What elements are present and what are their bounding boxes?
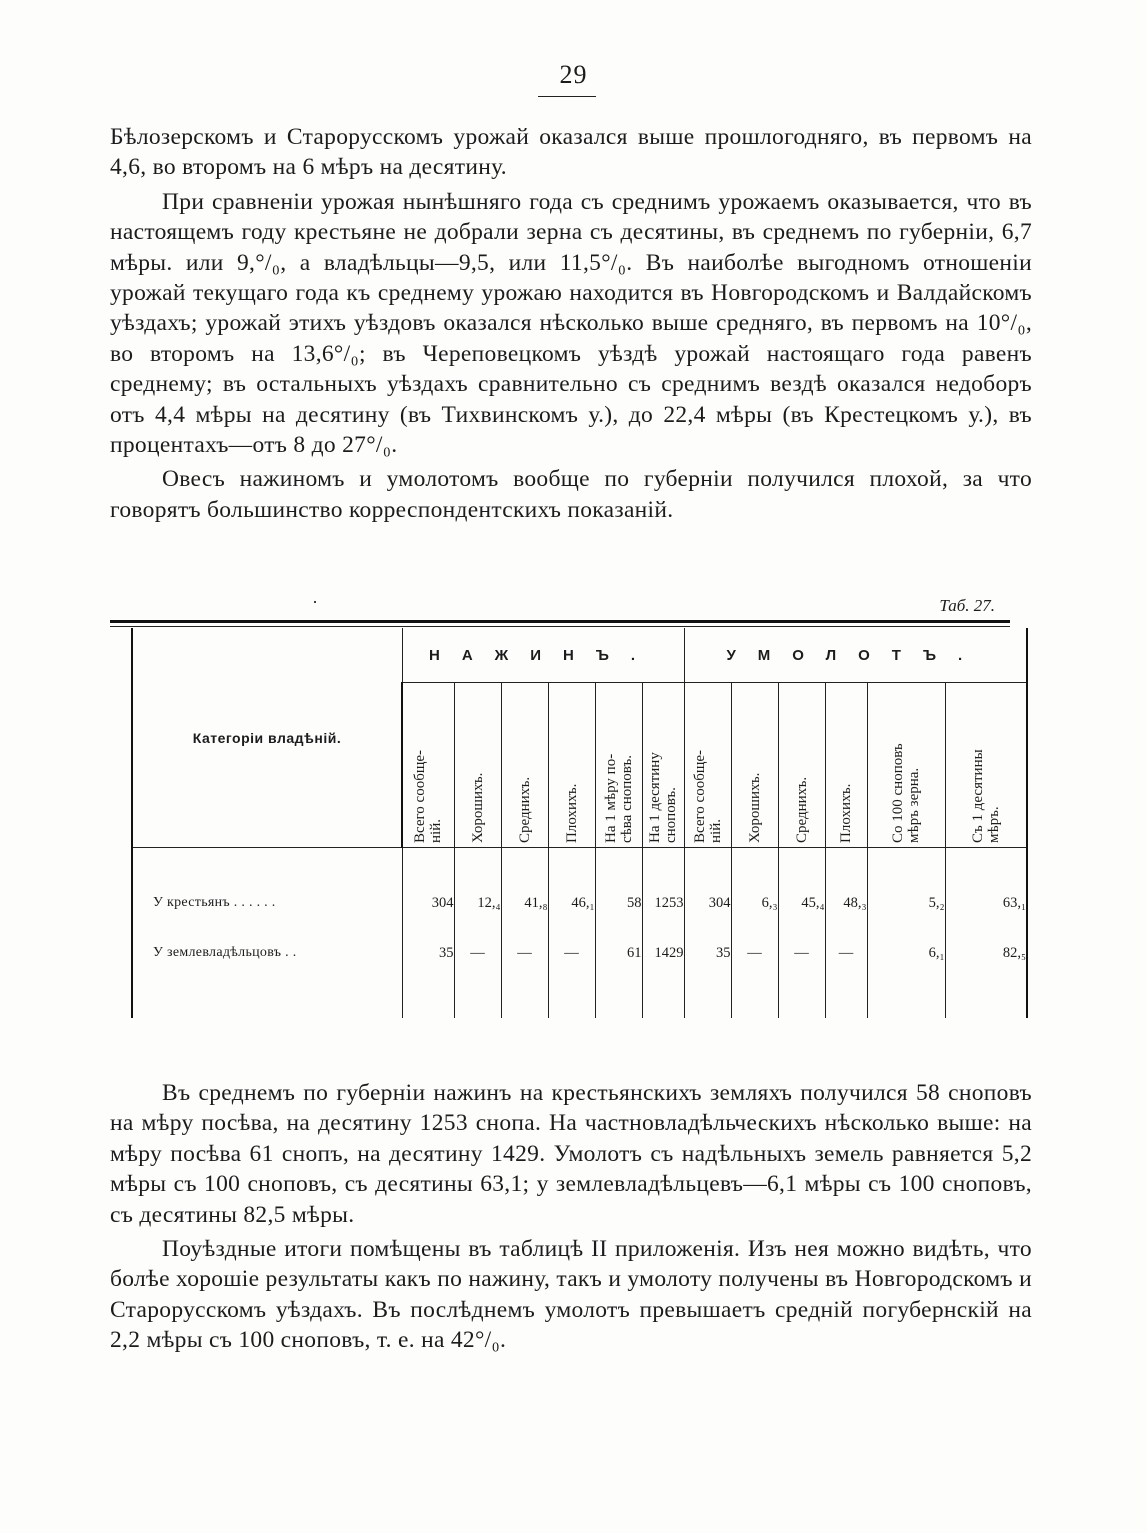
table-cell: 61 bbox=[595, 928, 642, 978]
col-header-nazhin-per-measure: На 1 мѣру по- сѣва сноповъ. bbox=[595, 683, 642, 848]
row-label: У землевладѣльцовъ . . bbox=[132, 928, 402, 978]
col-header-nazhin-good: Хорошихъ. bbox=[454, 683, 501, 848]
col-header-umolot-medium: Среднихъ. bbox=[778, 683, 825, 848]
table-cell: 35 bbox=[684, 928, 731, 978]
paragraph-district-totals: Поуѣздные итоги помѣщены въ таблицѣ II приложенія. Изъ нея можно видѣть, что болѣе хорошіе результаты какъ по нажину, такъ и умолоту получены въ Новгородскомъ и Старорусскомъ уѣздахъ. Въ послѣднемъ умолотъ превышаетъ средній погубернскій на 2,2 мѣры съ 100 сноповъ, т. е. на 42°/₀. bbox=[110, 1236, 1032, 1354]
table-top-rule-thin bbox=[110, 626, 1010, 627]
col-header-umolot-per-desyatina: Съ 1 десятины мѣръ. bbox=[945, 683, 1027, 848]
row-label: У крестьянъ . . . . . . bbox=[132, 878, 402, 928]
table-row bbox=[132, 878, 1027, 928]
table-cell: — bbox=[731, 928, 778, 978]
harvest-table bbox=[131, 628, 1028, 1018]
col-header-nazhin-poor: Плохихъ. bbox=[548, 683, 595, 848]
table-label: Таб. 27. bbox=[939, 596, 995, 615]
group-header-nazhin: НАЖИНЪ. bbox=[402, 628, 684, 683]
paragraph-yield-comparison: При сравненіи урожая нынѣшняго года съ среднимъ урожаемъ оказывается, что въ настоящемъ году крестьяне не добрали зерна съ десятины, въ среднемъ по губерніи, 6,7 мѣры. или 9,°/₀, а владѣльцы—9,5, или 11,5°/₀. Въ наиболѣе выгодномъ отношеніи урожай текущаго года къ среднему урожаю находится въ Новгородскомъ и Валдайскомъ уѣздахъ; урожай этихъ уѣздовъ оказался нѣсколько выше средняго, въ первомъ на 10°/₀, во второмъ на 13,6°/₀; въ Череповецкомъ уѣздѣ урожай настоящаго года равенъ среднему; въ остальныхъ уѣздахъ сравнительно съ среднимъ вездѣ оказался недоборъ отъ 4,4 мѣры на десятину (въ Тихвинскомъ у.), до 22,4 мѣры (въ Крестецкомъ у.), въ процентахъ—отъ 8 до 27°/₀. bbox=[110, 188, 1032, 459]
category-header: Категоріи владѣній. bbox=[132, 628, 402, 848]
col-header-umolot-good: Хорошихъ. bbox=[731, 683, 778, 848]
table-cell: 304 bbox=[684, 878, 731, 928]
page-number: 29 bbox=[559, 60, 588, 89]
table-cell: 63,₁ bbox=[945, 878, 1027, 928]
col-header-umolot-per-100: Со 100 сноповъ мѣръ зерна. bbox=[867, 683, 945, 848]
paragraph-continuation: Бѣлозерскомъ и Старорусскомъ урожай оказался выше прошлогодняго, въ первомъ на 4,6, во второмъ на 6 мѣръ на десятину. bbox=[110, 124, 1032, 181]
table-cell: 5,₂ bbox=[867, 878, 945, 928]
paragraph-average-yield: Въ среднемъ по губерніи нажинъ на крестьянскихъ земляхъ получился 58 сноповъ на мѣру посѣва, на десятину 1253 снопа. На частновладѣльческихъ нѣсколько выше: на мѣру посѣва 61 снопъ, на десятину 1429. Умолотъ съ надѣльныхъ земель равняется 5,2 мѣры съ 100 сноповъ, съ десятины 63,1; у землевладѣльцевъ—6,1 мѣры съ 100 сноповъ, съ десятины 82,5 мѣры. bbox=[110, 1080, 1032, 1228]
col-header-nazhin-total: Всего сообще- ній. bbox=[402, 683, 454, 848]
table-cell: 6,₁ bbox=[867, 928, 945, 978]
table-cell: — bbox=[501, 928, 548, 978]
table-cell: 45,₄ bbox=[778, 878, 825, 928]
table-cell: 1253 bbox=[642, 878, 684, 928]
table-cell: 48,₃ bbox=[825, 878, 867, 928]
table-cell: 46,₁ bbox=[548, 878, 595, 928]
table-cell: — bbox=[548, 928, 595, 978]
table-cell: 12,₄ bbox=[454, 878, 501, 928]
table-cell: 35 bbox=[402, 928, 454, 978]
table-top-rule-thick bbox=[110, 620, 1010, 623]
table-cell: — bbox=[778, 928, 825, 978]
col-header-umolot-poor: Плохихъ. bbox=[825, 683, 867, 848]
table-cell: — bbox=[825, 928, 867, 978]
paragraph-oats: Овесъ нажиномъ и умолотомъ вообще по губерніи получился плохой, за что говорятъ большинство корреспондентскихъ показаній. bbox=[110, 466, 1032, 523]
col-header-nazhin-per-desyatina: На 1 десятину сноповъ. bbox=[642, 683, 684, 848]
group-header-umolot: УМОЛОТЪ. bbox=[684, 628, 1027, 683]
table-row bbox=[132, 928, 1027, 978]
table-cell: — bbox=[454, 928, 501, 978]
table-cell: 6,₃ bbox=[731, 878, 778, 928]
print-speck: · bbox=[312, 592, 318, 612]
table-cell: 82,₅ bbox=[945, 928, 1027, 978]
text-block-bottom bbox=[110, 1078, 1032, 1356]
col-header-umolot-total: Всего сообще- ній. bbox=[684, 683, 731, 848]
text-block-top bbox=[110, 122, 1032, 525]
table-cell: 41,₈ bbox=[501, 878, 548, 928]
table-cell: 58 bbox=[595, 878, 642, 928]
table-cell: 304 bbox=[402, 878, 454, 928]
page-number-rule bbox=[538, 96, 596, 97]
table-cell: 1429 bbox=[642, 928, 684, 978]
col-header-nazhin-medium: Среднихъ. bbox=[501, 683, 548, 848]
